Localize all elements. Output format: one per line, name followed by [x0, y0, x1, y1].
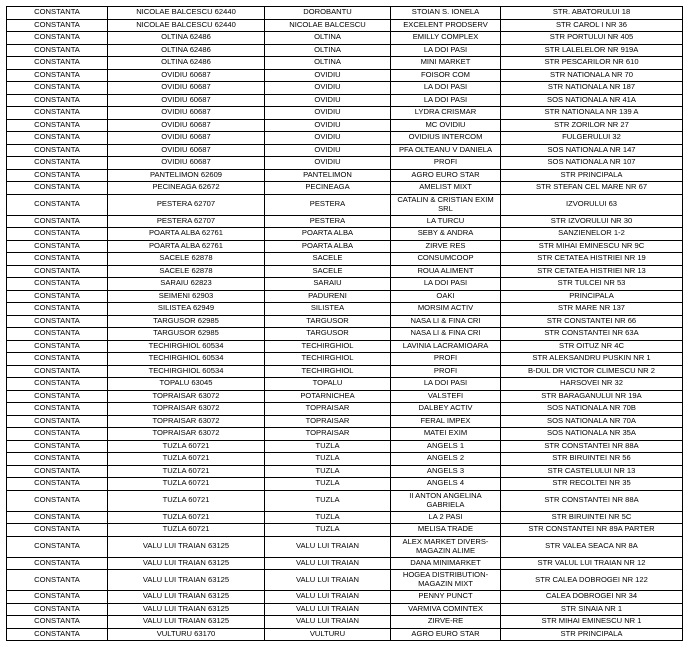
store-name-cell: ANGELS 2	[391, 453, 501, 466]
locality-cell: NICOLAE BALCESCU 62440	[108, 19, 265, 32]
county-cell: CONSTANTA	[7, 353, 108, 366]
commune-cell: OLTINA	[265, 32, 391, 45]
store-name-cell: CONSUMCOOP	[391, 253, 501, 266]
county-cell: CONSTANTA	[7, 228, 108, 241]
county-cell: CONSTANTA	[7, 524, 108, 537]
table-row	[7, 144, 683, 157]
store-name-cell: ANGELS 4	[391, 478, 501, 491]
county-cell: CONSTANTA	[7, 19, 108, 32]
store-name-cell: NASA LI & FINA CRI	[391, 315, 501, 328]
commune-cell: TOPALU	[265, 378, 391, 391]
county-cell: CONSTANTA	[7, 403, 108, 416]
address-cell: SOS NATIONALA NR 35A	[501, 428, 683, 441]
address-cell: SANZIENELOR 1-2	[501, 228, 683, 241]
locality-cell: TUZLA 60721	[108, 465, 265, 478]
county-cell: CONSTANTA	[7, 169, 108, 182]
locality-cell: OVIDIU 60687	[108, 69, 265, 82]
commune-cell: SILISTEA	[265, 303, 391, 316]
address-cell: STR BIRUINTEI NR 56	[501, 453, 683, 466]
table-row	[7, 353, 683, 366]
store-name-cell: LA DOI PASI	[391, 44, 501, 57]
address-cell: STR CALEA DOBROGEI NR 122	[501, 570, 683, 591]
locality-cell: VALU LUI TRAIAN 63125	[108, 616, 265, 629]
county-cell: CONSTANTA	[7, 253, 108, 266]
commune-cell: POARTA ALBA	[265, 228, 391, 241]
table-row	[7, 107, 683, 120]
table-row	[7, 591, 683, 604]
table-row	[7, 19, 683, 32]
address-cell: STR. ABATORULUI 18	[501, 7, 683, 20]
locality-cell: PECINEAGA 62672	[108, 182, 265, 195]
table-row	[7, 340, 683, 353]
address-cell: STR CONSTANTEI NR 88A	[501, 440, 683, 453]
address-cell: STR NATIONALA NR 187	[501, 82, 683, 95]
table-row	[7, 465, 683, 478]
county-cell: CONSTANTA	[7, 328, 108, 341]
table-row	[7, 278, 683, 291]
county-cell: CONSTANTA	[7, 57, 108, 70]
county-cell: CONSTANTA	[7, 616, 108, 629]
commune-cell: OVIDIU	[265, 119, 391, 132]
address-cell: B-DUL DR VICTOR CLIMESCU NR 2	[501, 365, 683, 378]
county-cell: CONSTANTA	[7, 453, 108, 466]
table-row	[7, 403, 683, 416]
table-row	[7, 290, 683, 303]
store-name-cell: PROFI	[391, 157, 501, 170]
store-name-cell: VALSTEFI	[391, 390, 501, 403]
address-cell: STR PRINCIPALA	[501, 169, 683, 182]
table-row	[7, 240, 683, 253]
store-name-cell: MELISA TRADE	[391, 524, 501, 537]
commune-cell: POTARNICHEA	[265, 390, 391, 403]
store-name-cell: ZIRVE-RE	[391, 616, 501, 629]
county-cell: CONSTANTA	[7, 278, 108, 291]
commune-cell: TECHIRGHIOL	[265, 340, 391, 353]
store-name-cell: HOGEA DISTRIBUTION-MAGAZIN MIXT	[391, 570, 501, 591]
table-row	[7, 7, 683, 20]
address-cell: PRINCIPALA	[501, 290, 683, 303]
store-name-cell: VARMIVA COMINTEX	[391, 603, 501, 616]
address-cell: STR MIHAI EMINESCU NR 9C	[501, 240, 683, 253]
store-name-cell: FOISOR COM	[391, 69, 501, 82]
commune-cell: TUZLA	[265, 524, 391, 537]
commune-cell: TUZLA	[265, 465, 391, 478]
commune-cell: VALU LUI TRAIAN	[265, 603, 391, 616]
commune-cell: VALU LUI TRAIAN	[265, 536, 391, 557]
store-name-cell: LA DOI PASI	[391, 82, 501, 95]
county-cell: CONSTANTA	[7, 570, 108, 591]
county-cell: CONSTANTA	[7, 340, 108, 353]
commune-cell: PECINEAGA	[265, 182, 391, 195]
address-cell: STR VALUL LUI TRAIAN NR 12	[501, 557, 683, 570]
table-row	[7, 94, 683, 107]
locality-cell: TUZLA 60721	[108, 453, 265, 466]
table-row	[7, 303, 683, 316]
locality-cell: VULTURU 63170	[108, 628, 265, 641]
county-cell: CONSTANTA	[7, 32, 108, 45]
county-cell: CONSTANTA	[7, 440, 108, 453]
store-name-cell: DALBEY ACTIV	[391, 403, 501, 416]
table-row	[7, 490, 683, 511]
locality-cell: SACELE 62878	[108, 253, 265, 266]
store-name-cell: LYDRA CRISMAR	[391, 107, 501, 120]
county-cell: CONSTANTA	[7, 390, 108, 403]
address-cell: STR PRINCIPALA	[501, 628, 683, 641]
locality-cell: OVIDIU 60687	[108, 144, 265, 157]
county-cell: CONSTANTA	[7, 428, 108, 441]
table-row	[7, 628, 683, 641]
address-cell: HARSOVEI NR 32	[501, 378, 683, 391]
address-cell: STR CAROL I NR 36	[501, 19, 683, 32]
table-row	[7, 132, 683, 145]
commune-cell: PESTERA	[265, 215, 391, 228]
store-name-cell: EXCELENT PRODSERV	[391, 19, 501, 32]
locality-cell: TOPRAISAR 63072	[108, 415, 265, 428]
commune-cell: OVIDIU	[265, 69, 391, 82]
address-cell: STR PORTULUI NR 405	[501, 32, 683, 45]
store-name-cell: ALEX MARKET DIVERS-MAGAZIN ALIME	[391, 536, 501, 557]
store-name-cell: LA DOI PASI	[391, 94, 501, 107]
address-cell: STR IZVORULUI NR 30	[501, 215, 683, 228]
address-cell: STR BIRUINTEI NR 5C	[501, 511, 683, 524]
locality-cell: VALU LUI TRAIAN 63125	[108, 536, 265, 557]
table-row	[7, 82, 683, 95]
table-row	[7, 511, 683, 524]
commune-cell: OLTINA	[265, 57, 391, 70]
address-cell: STR NATIONALA NR 70	[501, 69, 683, 82]
county-cell: CONSTANTA	[7, 511, 108, 524]
commune-cell: SACELE	[265, 253, 391, 266]
store-name-cell: II ANTON ANGELINA GABRIELA	[391, 490, 501, 511]
store-name-cell: STOIAN S. IONELA	[391, 7, 501, 20]
county-cell: CONSTANTA	[7, 194, 108, 215]
county-cell: CONSTANTA	[7, 536, 108, 557]
table-row	[7, 194, 683, 215]
address-cell: STR CETATEA HISTRIEI NR 13	[501, 265, 683, 278]
locality-cell: TOPRAISAR 63072	[108, 390, 265, 403]
address-cell: FULGERULUI 32	[501, 132, 683, 145]
table-row	[7, 157, 683, 170]
table-row	[7, 265, 683, 278]
table-row	[7, 315, 683, 328]
address-cell: STR BARAGANULUI NR 19A	[501, 390, 683, 403]
locality-cell: TOPALU 63045	[108, 378, 265, 391]
county-cell: CONSTANTA	[7, 182, 108, 195]
address-cell: IZVORULUI 63	[501, 194, 683, 215]
locality-cell: VALU LUI TRAIAN 63125	[108, 603, 265, 616]
county-cell: CONSTANTA	[7, 465, 108, 478]
county-cell: CONSTANTA	[7, 157, 108, 170]
commune-cell: TOPRAISAR	[265, 403, 391, 416]
address-cell: STR CASTELULUI NR 13	[501, 465, 683, 478]
store-name-cell: LAVINIA LACRAMIOARA	[391, 340, 501, 353]
locality-cell: OLTINA 62486	[108, 32, 265, 45]
commune-cell: SACELE	[265, 265, 391, 278]
store-name-cell: LA DOI PASI	[391, 378, 501, 391]
locality-cell: OVIDIU 60687	[108, 94, 265, 107]
table-row	[7, 603, 683, 616]
table-row	[7, 616, 683, 629]
commune-cell: TECHIRGHIOL	[265, 353, 391, 366]
table-row	[7, 119, 683, 132]
address-cell: STR PESCARILOR NR 610	[501, 57, 683, 70]
table-body	[7, 7, 683, 641]
commune-cell: OVIDIU	[265, 132, 391, 145]
store-name-cell: LA TURCU	[391, 215, 501, 228]
store-name-cell: LA 2 PASI	[391, 511, 501, 524]
address-cell: STR VALEA SEACA NR 8A	[501, 536, 683, 557]
table-row	[7, 378, 683, 391]
locality-cell: OVIDIU 60687	[108, 132, 265, 145]
commune-cell: TARGUSOR	[265, 328, 391, 341]
commune-cell: TUZLA	[265, 511, 391, 524]
locality-cell: TOPRAISAR 63072	[108, 403, 265, 416]
commune-cell: TUZLA	[265, 490, 391, 511]
locality-cell: TUZLA 60721	[108, 478, 265, 491]
table-row	[7, 44, 683, 57]
county-cell: CONSTANTA	[7, 315, 108, 328]
locality-cell: TUZLA 60721	[108, 524, 265, 537]
table-row	[7, 428, 683, 441]
locality-cell: SACELE 62878	[108, 265, 265, 278]
county-cell: CONSTANTA	[7, 132, 108, 145]
county-cell: CONSTANTA	[7, 144, 108, 157]
commune-cell: TUZLA	[265, 453, 391, 466]
table-row	[7, 57, 683, 70]
locality-cell: VALU LUI TRAIAN 63125	[108, 557, 265, 570]
store-name-cell: OVIDIUS INTERCOM	[391, 132, 501, 145]
store-name-cell: MATEI EXIM	[391, 428, 501, 441]
locality-cell: TECHIRGHIOL 60534	[108, 353, 265, 366]
locality-cell: TARGUSOR 62985	[108, 328, 265, 341]
commune-cell: OVIDIU	[265, 107, 391, 120]
table-row	[7, 215, 683, 228]
commune-cell: OVIDIU	[265, 157, 391, 170]
locality-cell: TUZLA 60721	[108, 511, 265, 524]
address-cell: SOS NATIONALA NR 70B	[501, 403, 683, 416]
address-cell: STR NATIONALA NR 139 A	[501, 107, 683, 120]
county-cell: CONSTANTA	[7, 290, 108, 303]
table-row	[7, 440, 683, 453]
store-name-cell: DANA MINIMARKET	[391, 557, 501, 570]
address-cell: SOS NATIONALA NR 70A	[501, 415, 683, 428]
locality-cell: TUZLA 60721	[108, 440, 265, 453]
commune-cell: OLTINA	[265, 44, 391, 57]
locality-cell: VALU LUI TRAIAN 63125	[108, 591, 265, 604]
table-row	[7, 524, 683, 537]
county-cell: CONSTANTA	[7, 490, 108, 511]
county-cell: CONSTANTA	[7, 415, 108, 428]
commune-cell: PADURENI	[265, 290, 391, 303]
county-cell: CONSTANTA	[7, 215, 108, 228]
table-row	[7, 453, 683, 466]
county-cell: CONSTANTA	[7, 628, 108, 641]
store-name-cell: NASA LI & FINA CRI	[391, 328, 501, 341]
address-cell: SOS NATIONALA NR 147	[501, 144, 683, 157]
commune-cell: OVIDIU	[265, 82, 391, 95]
locality-cell: OLTINA 62486	[108, 57, 265, 70]
locality-cell: PANTELIMON 62609	[108, 169, 265, 182]
address-cell: STR LALELELOR NR 919A	[501, 44, 683, 57]
commune-cell: OVIDIU	[265, 94, 391, 107]
address-cell: STR CONSTANTEI NR 88A	[501, 490, 683, 511]
county-cell: CONSTANTA	[7, 44, 108, 57]
locality-cell: PESTERA 62707	[108, 194, 265, 215]
address-cell: STR MARE NR 137	[501, 303, 683, 316]
locality-cell: VALU LUI TRAIAN 63125	[108, 570, 265, 591]
address-cell: STR CETATEA HISTRIEI NR 19	[501, 253, 683, 266]
table-row	[7, 69, 683, 82]
address-cell: STR MIHAI EMINESCU NR 1	[501, 616, 683, 629]
address-cell: CALEA DOBROGEI NR 34	[501, 591, 683, 604]
locality-cell: PESTERA 62707	[108, 215, 265, 228]
address-cell: SOS NATIONALA NR 107	[501, 157, 683, 170]
table-row	[7, 478, 683, 491]
address-cell: STR RECOLTEI NR 35	[501, 478, 683, 491]
table-row	[7, 415, 683, 428]
locality-cell: OLTINA 62486	[108, 44, 265, 57]
locality-cell: TARGUSOR 62985	[108, 315, 265, 328]
locality-cell: OVIDIU 60687	[108, 82, 265, 95]
county-cell: CONSTANTA	[7, 303, 108, 316]
store-name-cell: AMELIST MIXT	[391, 182, 501, 195]
commune-cell: VALU LUI TRAIAN	[265, 557, 391, 570]
store-name-cell: ANGELS 1	[391, 440, 501, 453]
locality-cell: NICOLAE BALCESCU 62440	[108, 7, 265, 20]
store-name-cell: ANGELS 3	[391, 465, 501, 478]
locality-cell: TUZLA 60721	[108, 490, 265, 511]
commune-cell: NICOLAE BALCESCU	[265, 19, 391, 32]
address-cell: STR STEFAN CEL MARE NR 67	[501, 182, 683, 195]
county-cell: CONSTANTA	[7, 478, 108, 491]
commune-cell: TOPRAISAR	[265, 415, 391, 428]
address-cell: STR CONSTANTEI NR 66	[501, 315, 683, 328]
address-cell: STR CONSTANTEI NR 63A	[501, 328, 683, 341]
address-cell: STR ALEKSANDRU PUSKIN NR 1	[501, 353, 683, 366]
county-cell: CONSTANTA	[7, 119, 108, 132]
store-name-cell: PENNY PUNCT	[391, 591, 501, 604]
commune-cell: POARTA ALBA	[265, 240, 391, 253]
county-cell: CONSTANTA	[7, 365, 108, 378]
commune-cell: TOPRAISAR	[265, 428, 391, 441]
store-name-cell: MORSIM ACTIV	[391, 303, 501, 316]
county-cell: CONSTANTA	[7, 69, 108, 82]
commune-cell: VALU LUI TRAIAN	[265, 570, 391, 591]
county-cell: CONSTANTA	[7, 557, 108, 570]
locality-cell: SILISTEA 62949	[108, 303, 265, 316]
table-row	[7, 390, 683, 403]
store-name-cell: AGRO EURO STAR	[391, 169, 501, 182]
table-row	[7, 536, 683, 557]
address-cell: SOS NATIONALA NR 41A	[501, 94, 683, 107]
commune-cell: TUZLA	[265, 478, 391, 491]
county-cell: CONSTANTA	[7, 107, 108, 120]
store-name-cell: ROUA ALIMENT	[391, 265, 501, 278]
store-name-cell: PROFI	[391, 365, 501, 378]
store-name-cell: ZIRVE RES	[391, 240, 501, 253]
locality-cell: OVIDIU 60687	[108, 119, 265, 132]
commune-cell: PESTERA	[265, 194, 391, 215]
locality-cell: OVIDIU 60687	[108, 157, 265, 170]
table-row	[7, 557, 683, 570]
county-cell: CONSTANTA	[7, 82, 108, 95]
table-row	[7, 570, 683, 591]
store-name-cell: MINI MARKET	[391, 57, 501, 70]
county-cell: CONSTANTA	[7, 7, 108, 20]
store-name-cell: PFA OLTEANU V DANIELA	[391, 144, 501, 157]
locality-cell: TOPRAISAR 63072	[108, 428, 265, 441]
table-row	[7, 365, 683, 378]
store-name-cell: FERAL IMPEX	[391, 415, 501, 428]
address-cell: STR SINAIA NR 1	[501, 603, 683, 616]
table-row	[7, 32, 683, 45]
address-cell: STR OITUZ NR 4C	[501, 340, 683, 353]
commune-cell: DOROBANTU	[265, 7, 391, 20]
locality-cell: SARAIU 62823	[108, 278, 265, 291]
commune-cell: OVIDIU	[265, 144, 391, 157]
table-row	[7, 328, 683, 341]
store-name-cell: OAKI	[391, 290, 501, 303]
commune-cell: VULTURU	[265, 628, 391, 641]
store-name-cell: CATALIN & CRISTIAN EXIM SRL	[391, 194, 501, 215]
locality-cell: OVIDIU 60687	[108, 107, 265, 120]
county-cell: CONSTANTA	[7, 603, 108, 616]
table-row	[7, 182, 683, 195]
address-cell: STR TULCEI NR 53	[501, 278, 683, 291]
store-list-table	[6, 6, 683, 641]
county-cell: CONSTANTA	[7, 591, 108, 604]
locality-cell: SEIMENI 62903	[108, 290, 265, 303]
locality-cell: TECHIRGHIOL 60534	[108, 365, 265, 378]
table-row	[7, 169, 683, 182]
county-cell: CONSTANTA	[7, 265, 108, 278]
commune-cell: VALU LUI TRAIAN	[265, 616, 391, 629]
county-cell: CONSTANTA	[7, 94, 108, 107]
commune-cell: SARAIU	[265, 278, 391, 291]
county-cell: CONSTANTA	[7, 378, 108, 391]
commune-cell: VALU LUI TRAIAN	[265, 591, 391, 604]
store-name-cell: LA DOI PASI	[391, 278, 501, 291]
county-cell: CONSTANTA	[7, 240, 108, 253]
commune-cell: TECHIRGHIOL	[265, 365, 391, 378]
commune-cell: TUZLA	[265, 440, 391, 453]
commune-cell: PANTELIMON	[265, 169, 391, 182]
address-cell: STR CONSTANTEI NR 89A PARTER	[501, 524, 683, 537]
store-name-cell: EMILLY COMPLEX	[391, 32, 501, 45]
commune-cell: TARGUSOR	[265, 315, 391, 328]
store-name-cell: MC OVIDIU	[391, 119, 501, 132]
store-name-cell: PROFI	[391, 353, 501, 366]
table-row	[7, 253, 683, 266]
store-name-cell: SEBY & ANDRA	[391, 228, 501, 241]
store-name-cell: AGRO EURO STAR	[391, 628, 501, 641]
locality-cell: POARTA ALBA 62761	[108, 240, 265, 253]
locality-cell: POARTA ALBA 62761	[108, 228, 265, 241]
locality-cell: TECHIRGHIOL 60534	[108, 340, 265, 353]
address-cell: STR ZORILOR NR 27	[501, 119, 683, 132]
table-row	[7, 228, 683, 241]
